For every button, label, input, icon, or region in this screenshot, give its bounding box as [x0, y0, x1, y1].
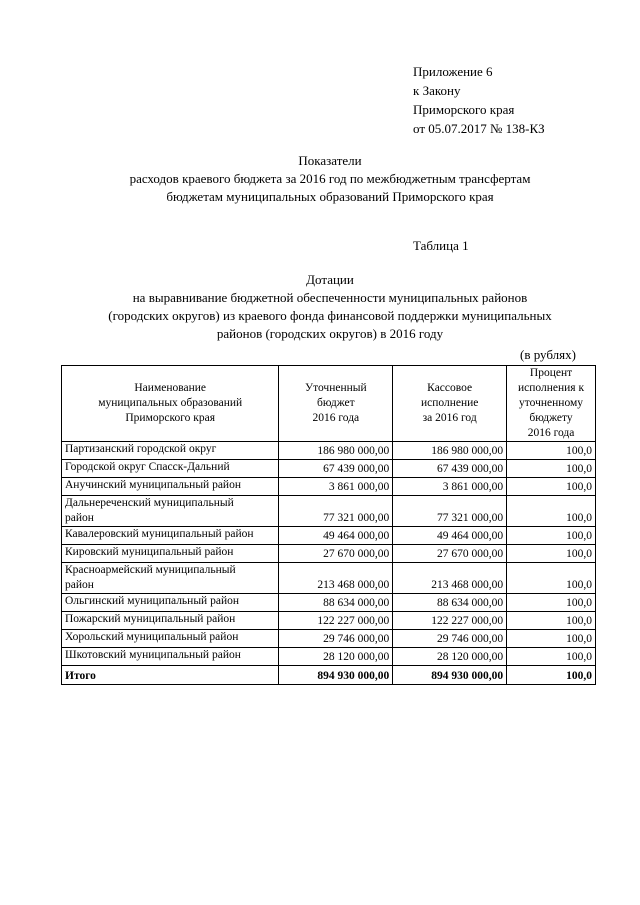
appendix-line: к Закону: [413, 83, 461, 98]
subsidies-table: [61, 365, 596, 685]
total-percent: 100,0: [507, 666, 596, 685]
percent-value: 100,0: [507, 563, 596, 594]
municipality-name: [62, 527, 279, 545]
table-body: [62, 442, 596, 685]
table-row: [62, 630, 596, 648]
municipality-name-line: Партизанский городской округ: [65, 443, 217, 455]
percent-value: 100,0: [507, 496, 596, 527]
municipality-name: [62, 442, 279, 460]
budget-value: 88 634 000,00: [279, 594, 393, 612]
title-line: Показатели: [298, 153, 362, 168]
budget-value: 27 670 000,00: [279, 545, 393, 563]
municipality-name: [62, 563, 279, 594]
header-line: бюджету: [529, 412, 573, 424]
header-line: Наименование: [134, 382, 207, 394]
municipality-name-line: Красноармейский муниципальный: [65, 564, 236, 576]
budget-value: 29 746 000,00: [279, 630, 393, 648]
table-row: [62, 460, 596, 478]
header-line: исполнение: [420, 397, 479, 409]
municipality-name: [62, 612, 279, 630]
table-row: [62, 496, 596, 527]
municipality-name: [62, 648, 279, 666]
title-line: бюджетам муниципальных образований Приморского края: [166, 189, 494, 204]
executed-value: 122 227 000,00: [393, 612, 507, 630]
document-title: [40, 152, 620, 206]
executed-value: 28 120 000,00: [393, 648, 507, 666]
municipality-name: [62, 478, 279, 496]
header-line: муниципальных образований: [98, 397, 243, 409]
budget-value: 122 227 000,00: [279, 612, 393, 630]
appendix-reference: [413, 62, 628, 138]
percent-value: 100,0: [507, 442, 596, 460]
title-line: расходов краевого бюджета за 2016 год по межбюджетным трансфертам: [129, 171, 531, 186]
header-line: Кассовое: [427, 382, 473, 394]
appendix-line: Приложение 6: [413, 64, 493, 79]
municipality-name-line: район: [65, 512, 94, 524]
budget-value: 186 980 000,00: [279, 442, 393, 460]
caption-line: на выравнивание бюджетной обеспеченности муниципальных районов: [132, 290, 528, 305]
municipality-name-line: Городской округ Спасск-Дальний: [65, 461, 230, 473]
executed-value: 67 439 000,00: [393, 460, 507, 478]
executed-value: 213 468 000,00: [393, 563, 507, 594]
municipality-name-line: Кавалеровский муниципальный район: [65, 528, 254, 540]
caption-line: районов (городских округов) в 2016 году: [216, 326, 444, 341]
budget-value: 213 468 000,00: [279, 563, 393, 594]
municipality-name-line: Хорольский муниципальный район: [65, 631, 239, 643]
municipality-name: [62, 460, 279, 478]
caption-line: (городских округов) из краевого фонда финансовой поддержки муниципальных: [108, 308, 552, 323]
appendix-line: от 05.07.2017 № 138-КЗ: [413, 121, 545, 136]
header-executed: [393, 366, 507, 442]
header-budget: [279, 366, 393, 442]
percent-value: 100,0: [507, 460, 596, 478]
budget-value: 49 464 000,00: [279, 527, 393, 545]
total-budget: 894 930 000,00: [279, 666, 393, 685]
units-label: (в рублях): [520, 347, 576, 362]
table-row: [62, 545, 596, 563]
header-line: Процент: [529, 367, 573, 379]
percent-value: 100,0: [507, 630, 596, 648]
header-line: Приморского края: [125, 412, 216, 424]
executed-value: 88 634 000,00: [393, 594, 507, 612]
appendix-line: Приморского края: [413, 102, 515, 117]
header-line: бюджет: [317, 397, 355, 409]
municipality-name-line: Кировский муниципальный район: [65, 546, 234, 558]
budget-value: 3 861 000,00: [279, 478, 393, 496]
table-row: [62, 563, 596, 594]
executed-value: 3 861 000,00: [393, 478, 507, 496]
header-line: исполнения к: [517, 382, 585, 394]
municipality-name-line: район: [65, 579, 94, 591]
table-row: [62, 478, 596, 496]
municipality-name-line: Дальнереченский муниципальный: [65, 497, 234, 509]
executed-value: 27 670 000,00: [393, 545, 507, 563]
percent-value: 100,0: [507, 545, 596, 563]
municipality-name-line: Шкотовский муниципальный район: [65, 649, 241, 661]
percent-value: 100,0: [507, 648, 596, 666]
municipality-name-line: Пожарский муниципальный район: [65, 613, 236, 625]
budget-value: 77 321 000,00: [279, 496, 393, 527]
municipality-name: [62, 594, 279, 612]
executed-value: 29 746 000,00: [393, 630, 507, 648]
total-executed: 894 930 000,00: [393, 666, 507, 685]
table-row: [62, 594, 596, 612]
percent-value: 100,0: [507, 612, 596, 630]
table-row: [62, 648, 596, 666]
percent-value: 100,0: [507, 594, 596, 612]
table-row: [62, 527, 596, 545]
table-caption: [40, 271, 620, 343]
header-line: уточненному: [519, 397, 584, 409]
table-header-row: [62, 366, 596, 442]
table-row: [62, 612, 596, 630]
header-line: 2016 года: [312, 412, 360, 424]
table-number: Таблица 1: [413, 238, 469, 253]
executed-value: 186 980 000,00: [393, 442, 507, 460]
header-line: за 2016 год: [422, 412, 477, 424]
total-label: Итого: [62, 666, 279, 685]
header-line: 2016 года: [527, 427, 575, 439]
municipality-name: [62, 630, 279, 648]
caption-line: Дотации: [306, 272, 354, 287]
executed-value: 77 321 000,00: [393, 496, 507, 527]
municipality-name: [62, 496, 279, 527]
municipality-name-line: Анучинский муниципальный район: [65, 479, 241, 491]
budget-value: 28 120 000,00: [279, 648, 393, 666]
header-percent: [507, 366, 596, 442]
percent-value: 100,0: [507, 478, 596, 496]
table-row: [62, 442, 596, 460]
budget-value: 67 439 000,00: [279, 460, 393, 478]
total-row: [62, 666, 596, 685]
header-name: [62, 366, 279, 442]
header-line: Уточненный: [304, 382, 367, 394]
municipality-name-line: Ольгинский муниципальный район: [65, 595, 239, 607]
percent-value: 100,0: [507, 527, 596, 545]
executed-value: 49 464 000,00: [393, 527, 507, 545]
municipality-name: [62, 545, 279, 563]
